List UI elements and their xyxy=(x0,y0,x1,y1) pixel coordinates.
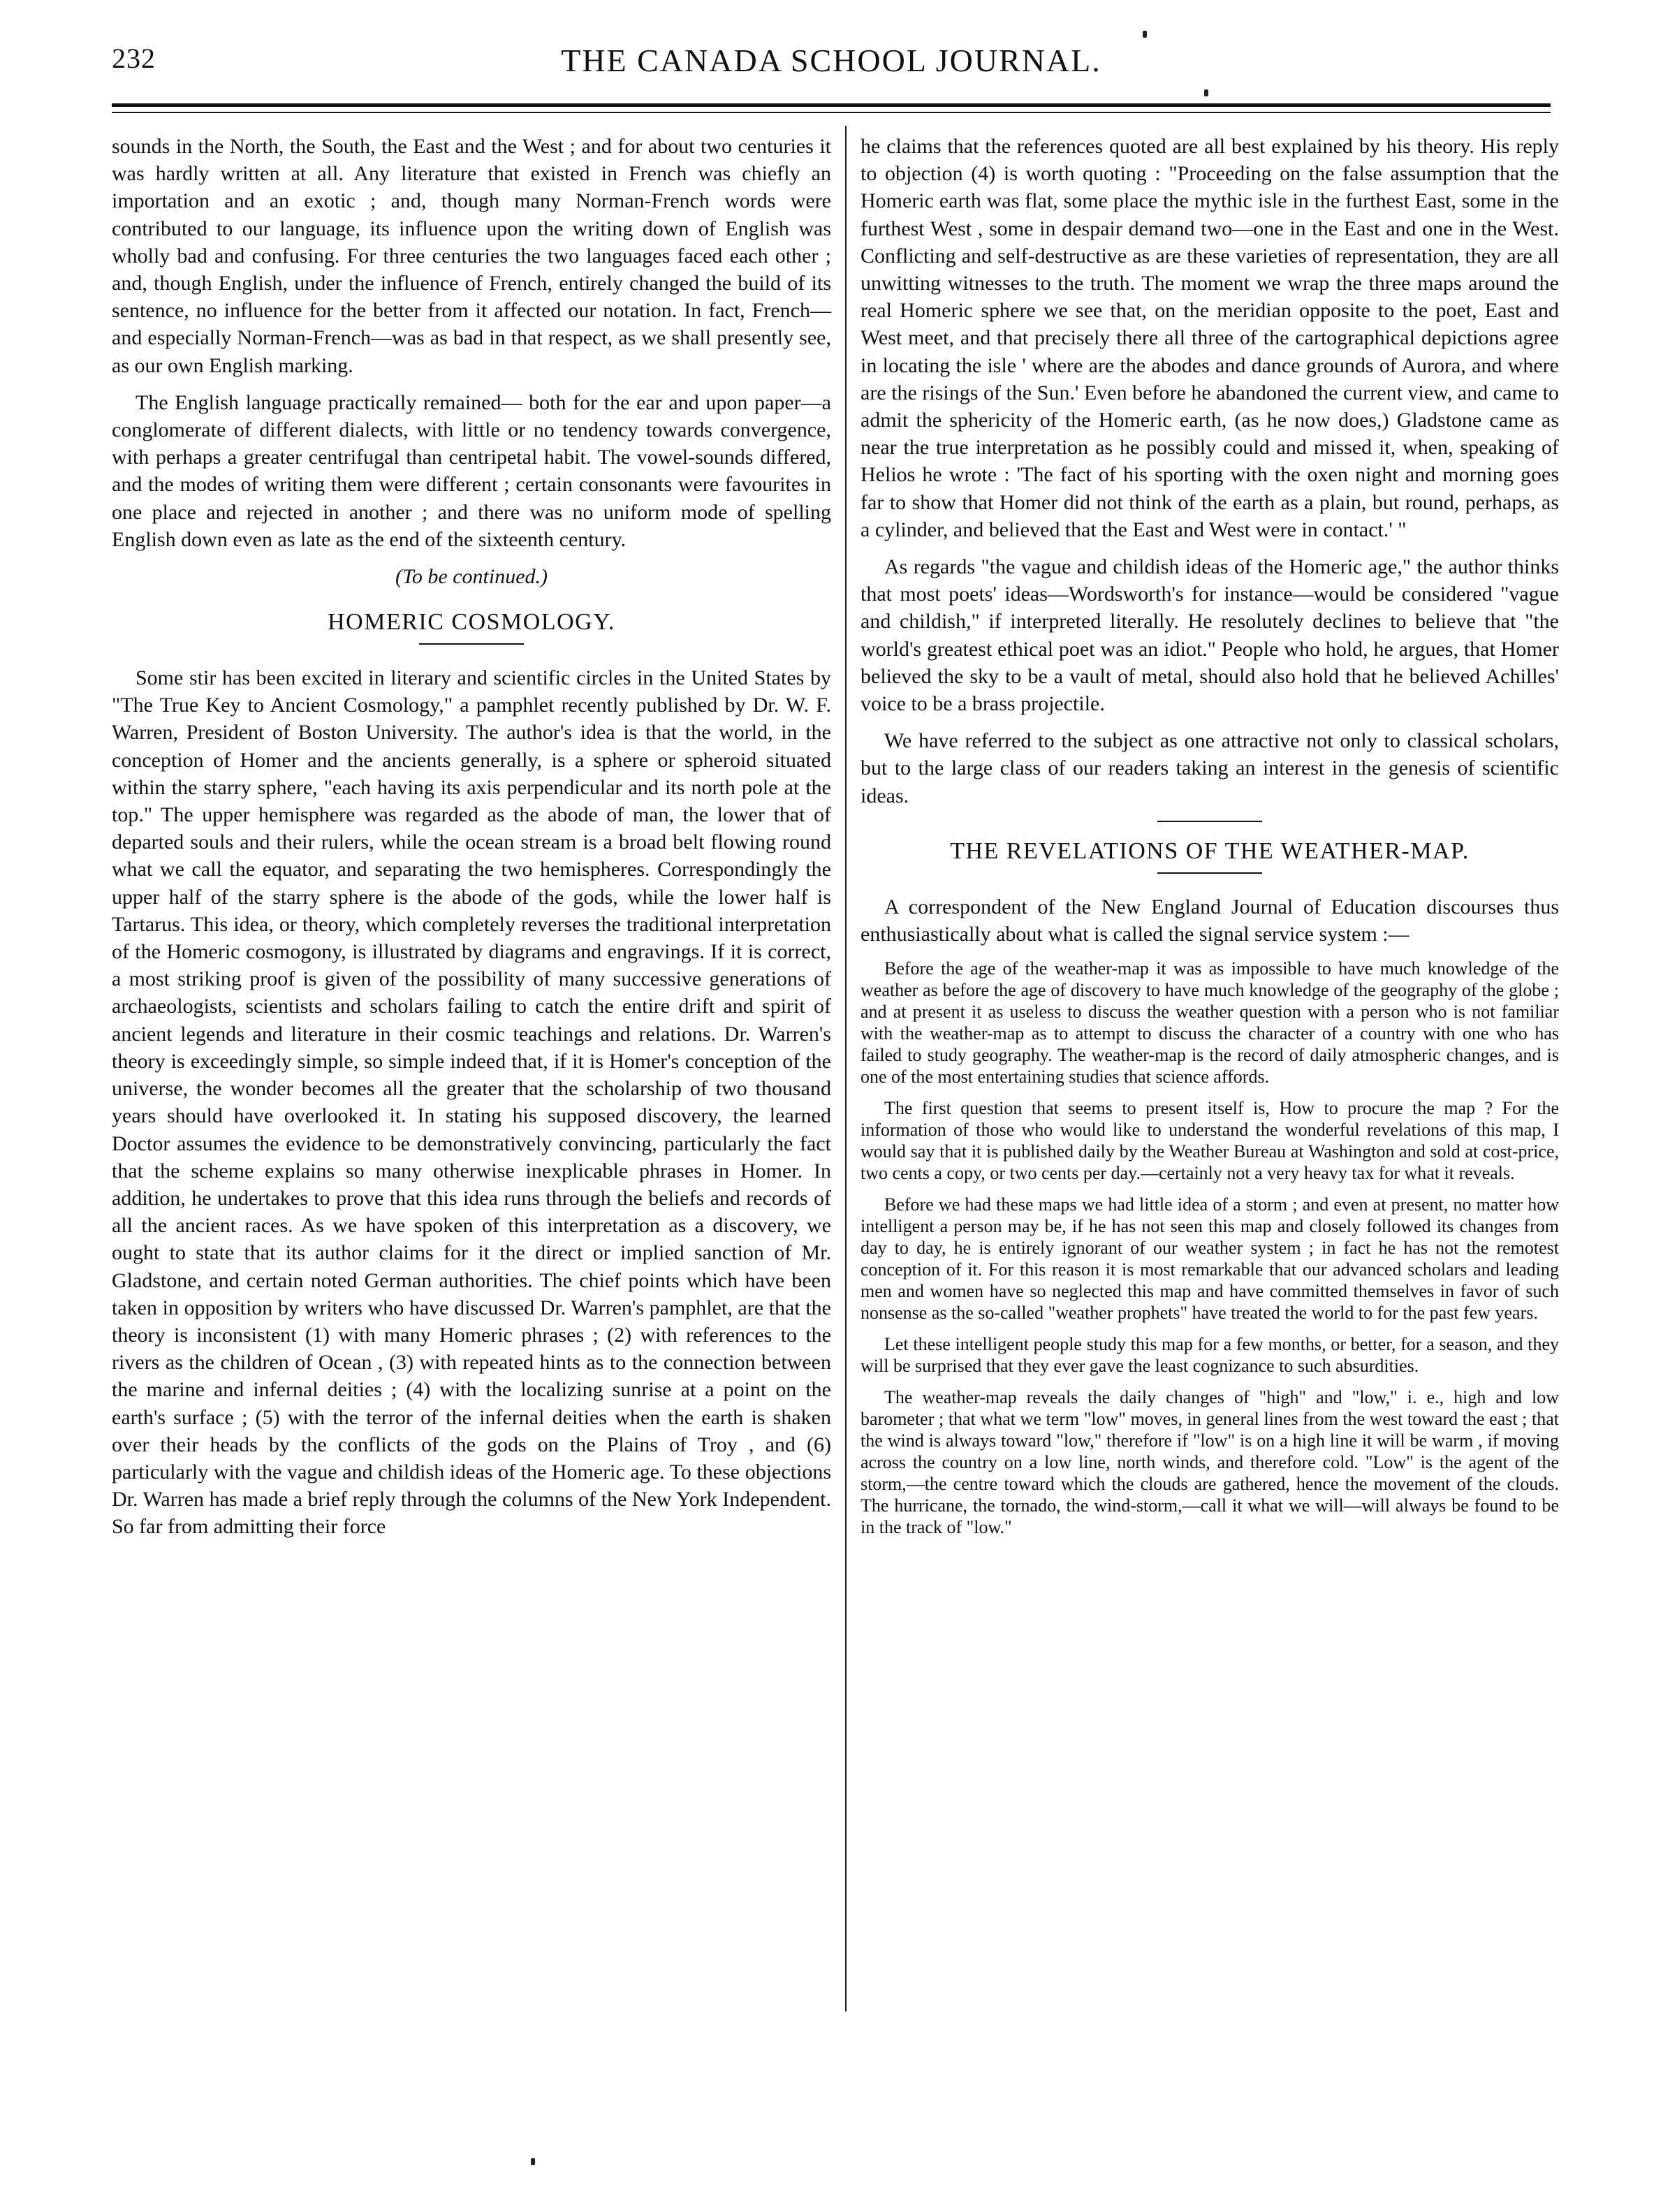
quoted-paragraph: Before the age of the weather-map it was as impossible to have much knowledge of the weather as before the age of discovery to have much knowledge of the geography of the globe ; and at present it as useless to discuss the weather question with a person who is not familiar with the weather-map as to attempt to discuss the character of a country with one who has failed to study geography. The weather-map is the record of daily atmospheric changes, and is one of the most entertaining studies that science affords. xyxy=(861,958,1559,1087)
print-speck xyxy=(1143,31,1147,38)
intro-paragraph: A correspondent of the New England Journal of Education discourses thus enthusiastically about what is called the signal service system :— xyxy=(861,895,1559,946)
continued-note: (To be continued.) xyxy=(395,565,548,589)
paragraph: The English language practically remained— both for the ear and upon paper—a conglomerate of different dialects, with little or no tendency towards convergence, with perhaps a greater centrifugal than centripetal habit. The vowel-sounds differed, and the modes of writing them were different ; certain consonants were favourites in one place and rejected in another ; and there was no uniform mode of spelling English down even as late as the end of the sixteenth century. xyxy=(112,390,831,551)
section-title-homeric-cosmology: HOMERIC COSMOLOGY. xyxy=(328,609,615,636)
section-title-weather-map: THE REVELATIONS OF THE WEATHER-MAP. xyxy=(950,837,1470,864)
section-rule xyxy=(1157,872,1262,874)
paragraph: We have referred to the subject as one attractive not only to classical scholars, but to the large class of our readers taking an interest in the genesis of scientific ideas. xyxy=(861,729,1559,807)
paragraph: As regards "the vague and childish ideas of the Homeric age," the author thinks that most poets' ideas—Wordsworth's for instance—would be considered "vague and childish," if interpreted literally. He resolutely declines to believe that "the world's greatest ethical poet was an idiot." People who hold, he argues, that Homer believed the sky to be a vault of metal, should also hold that he believed Achilles' voice to be a brass projectile. xyxy=(861,555,1559,716)
page-number: 232 xyxy=(112,43,156,74)
left-column xyxy=(112,133,831,1551)
section-rule xyxy=(419,643,524,645)
header-rule-thin xyxy=(112,112,1551,113)
quoted-paragraph: The weather-map reveals the daily changes of "high" and "low," i. e., high and low barometer ; that what we term "low" moves, in general lines from the west toward the east ; that the wind is always toward "low," therefore if "low" is on a high line it will be warm , if moving across the country on a low line, north winds, and therefore cold. "Low" is the agent of the storm,—the centre toward which the clouds are gathered, hence the movement of the clouds. The hurricane, the tornado, the wind-storm,—call it what we will—will always be found to be in the track of "low." xyxy=(861,1387,1559,1538)
paragraph: Some stir has been excited in literary and scientific circles in the United States by "The True Key to Ancient Cosmology," a pamphlet recently published by Dr. W. F. Warren, President of Boston University. The author's idea is that the world, in the conception of Homer and the ancients generally, is a sphere or spheroid situated within the starry sphere, "each having its axis perpendicular and its north pole at the top." The upper hemisphere was regarded as the abode of man, the lower that of departed souls and their rulers, while the ocean stream is a broad belt flowing round what we call the equator, and separating the two hemispheres. Correspondingly the upper half of the starry sphere is the abode of the gods, while the lower half is Tartarus. This idea, or theory, which completely reverses the traditional interpretation of the Homeric cosmogony, is illustrated by diagrams and engravings. If it is correct, a most striking proof is given of the possibility of many successive generations of archaeologists, scientists and scholars failing to catch the entire drift and spirit of ancient legends and literature in their cosmic teachings and relations. Dr. Warren's theory is exceedingly simple, so simple indeed that, if it is Homer's conception of the universe, the wonder becomes all the greater that the scholarship of two thousand years should have overlooked it. In stating his supposed discovery, the learned Doctor assumes the evidence to be demonstratively convincing, particularly the fact that the scheme explains so many otherwise inexplicable phrases in Homer. In addition, he undertakes to prove that this idea runs through the beliefs and records of all the ancient races. As we have spoken of this interpretation as a discovery, we ought to state that its author claims for it the direct or implied sanction of Mr. Gladstone, and certain noted German authorities. The chief points which have been taken in opposition by writers who have discussed Dr. Warren's pamphlet, are that the theory is inconsistent (1) with many Homeric phrases ; (2) with references to the rivers as the children of Ocean , (3) with repeated hints as to the connection between the marine and infernal deities ; (4) with the localizing sunrise at a point on the earth's surface ; (5) with the terror of the infernal deities when the earth is shaken over their heads by the conflicts of the gods on the Plains of Troy , and (6) particularly with the vague and childish ideas of the Homeric age. To these objections Dr. Warren has made a brief reply through the columns of the New York Independent. So far from admitting their force xyxy=(112,666,831,1539)
section-rule xyxy=(1157,821,1262,822)
paragraph: he claims that the references quoted are all best explained by his theory. His reply to objection (4) is worth quoting : "Proceeding on the false assumption that the Homeric earth was flat, some place the mythic isle in the furthest East, some in the furthest West , some in despair demand two—one in the East and one in the West. Conflicting and self-destructive as are these varieties of representation, they are all unwitting witnesses to the truth. The moment we wrap the three maps around the real Homeric sphere we see that, on the meridian opposite to the poet, East and West meet, and that precisely there all three of the cartographical depictions agree in locating the isle ' where are the abodes and dance grounds of Aurora, and where are the risings of the Sun.' Even before he abandoned the current view, and came to admit the sphericity of the Homeric earth, (as he now does,) Gladstone came as near the true interpretation as he possibly could and missed it, when, speaking of Helios he wrote : 'The fact of his sporting with the oxen night and morning goes far to show that Homer did not think of the earth as a plain, but round, perhaps, as a cylinder, and believed that the East and West were in contact.' " xyxy=(861,135,1559,541)
quoted-paragraph: Before we had these maps we had little idea of a storm ; and even at present, no matter how intelligent a person may be, if he has not seen this map and closely followed its changes from day to day, he is entirely ignorant of our weather system ; in fact he has not the remotest conception of it. For this reason it is most remarkable that our advanced scholars and leading men and women have so neglected this map and have committed themselves in favor of such nonsense as the so-called "weather prophets" have treated the world to for the past few years. xyxy=(861,1194,1559,1324)
journal-title: THE CANADA SCHOOL JOURNAL. xyxy=(561,43,1101,78)
quoted-paragraph: The first question that seems to present itself is, How to procure the map ? For the information of those who would like to understand the wonderful revelations of this map, I would say that it is published daily by the Weather Bureau at Washington and sold at cost-price, two cents a copy, or two cents per day.—certainly not a very heavy tax for what it reveals. xyxy=(861,1098,1559,1184)
quoted-paragraph: Let these intelligent people study this map for a few months, or better, for a season, and they will be surprised that they ever gave the least cognizance to such absurdities. xyxy=(861,1334,1559,1377)
header-rule-thick xyxy=(112,103,1551,107)
print-speck xyxy=(1204,89,1208,96)
right-column xyxy=(861,133,1559,1548)
paragraph: sounds in the North, the South, the East and the West ; and for about two centuries it was hardly written at all. Any literature that existed in French was chiefly an importation and an exotic ; and, though many Norman-French words were contributed to our language, its influence upon the writing down of English was wholly bad and confusing. For three centuries the two languages faced each other ; and, though English, under the influence of French, entirely changed the build of its sentence, no influence for the better from it affected our notation. In fact, French—and especially Norman-French—was as bad in that respect, as we shall presently see, as our own English marking. xyxy=(112,135,831,377)
print-speck xyxy=(531,2158,535,2165)
column-divider xyxy=(845,126,847,2012)
page-header xyxy=(112,42,1551,91)
